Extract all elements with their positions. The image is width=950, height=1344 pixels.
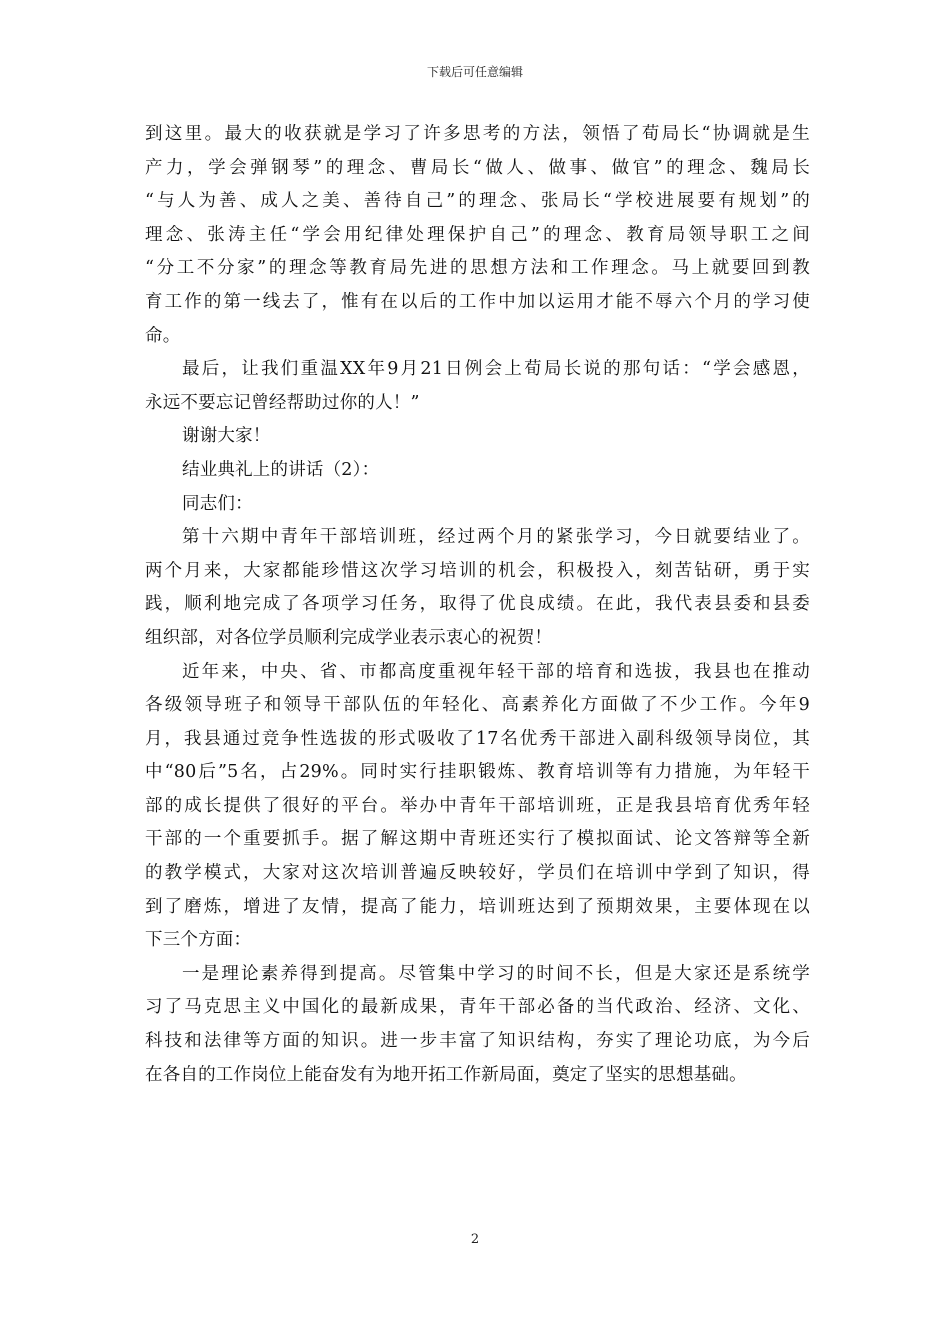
text-line: 科技和法律等方面的知识。进一步丰富了知识结构，夯实了理论功底，为今后 (145, 1031, 810, 1052)
text-line: 结业典礼上的讲话（2）： (182, 459, 380, 480)
text-line: 谢谢大家！ (182, 426, 271, 447)
text-line: 下三个方面： (145, 930, 252, 951)
paragraph (145, 656, 810, 958)
text-line: 永远不要忘记曾经帮助过你的人！” (145, 392, 420, 413)
text-line: 理念、张涛主任“学会用纪律处理保护自己”的理念、教育局领导职工之间 (145, 224, 810, 245)
text-line: 一是理论素养得到提高。尽管集中学习的时间不长，但是大家还是系统学 (182, 963, 810, 984)
text-line: 育工作的第一线去了，惟有在以后的工作中加以运用才能不辱六个月的学习使 (145, 291, 810, 312)
text-line: 的教学模式，大家对这次培训普遍反映较好，学员们在培训中学到了知识，得 (145, 863, 810, 884)
text-line: 第十六期中青年干部培训班，经过两个月的紧张学习，今日就要结业了。 (182, 527, 810, 548)
paragraph (145, 420, 810, 454)
paragraph (145, 521, 810, 655)
section-heading (145, 454, 810, 488)
text-line: 到这里。最大的收获就是学习了许多思考的方法，领悟了荀局长“协调就是生 (145, 124, 810, 144)
text-line: 组织部，对各位学员顺利完成学业表示衷心的祝贺！ (145, 627, 553, 648)
text-line: 月，我县通过竞争性选拔的形式吸收了17名优秀干部进入副科级领导岗位，其 (145, 728, 810, 749)
text-line: 践，顺利地完成了各项学习任务，取得了优良成绩。在此，我代表县委和县委 (145, 594, 810, 615)
text-line: 部的成长提供了很好的平台。举办中青年干部培训班，正是我县培育优秀年轻 (145, 795, 810, 816)
page-number: 2 (470, 1232, 480, 1247)
paragraph (145, 118, 810, 353)
salutation (145, 488, 810, 522)
paragraph (145, 353, 810, 420)
page-header: 下载后可任意编辑 (426, 65, 523, 79)
text-line: 最后，让我们重温XX年9月21日例会上荀局长说的那句话：“学会感恩， (182, 359, 810, 380)
text-line: 在各自的工作岗位上能奋发有为地开拓工作新局面，奠定了坚实的思想基础。 (145, 1064, 747, 1085)
text-line: 两个月来，大家都能珍惜这次学习培训的机会，积极投入，刻苦钻研，勇于实 (145, 560, 810, 581)
text-line: 产力，学会弹钢琴”的理念、曹局长“做人、做事、做官”的理念、魏局长 (145, 157, 810, 178)
text-line: 干部的一个重要抓手。据了解这期中青班还实行了模拟面试、论文答辩等全新 (145, 829, 810, 850)
text-line: 各级领导班子和领导干部队伍的年轻化、高素养化方面做了不少工作。今年9 (145, 695, 810, 716)
paragraph (145, 958, 810, 1092)
text-line: 近年来，中央、省、市都高度重视年轻干部的培育和选拔，我县也在推动 (182, 661, 810, 682)
text-line: 同志们： (182, 493, 253, 514)
text-line: “分工不分家”的理念等教育局先进的思想方法和工作理念。马上就要回到教 (145, 258, 810, 279)
text-line: 习了马克思主义中国化的最新成果，青年干部必备的当代政治、经济、文化、 (145, 997, 810, 1018)
text-line: “与人为善、成人之美、善待自己”的理念、张局长“学校进展要有规划”的 (145, 191, 810, 212)
document-body (145, 118, 810, 1092)
text-line: 命。 (145, 325, 181, 346)
text-line: 到了磨炼，增进了友情，提高了能力，培训班达到了预期效果，主要体现在以 (145, 896, 810, 917)
text-line: 中“80后”5名，占29%。同时实行挂职锻炼、教育培训等有力措施，为年轻干 (145, 762, 810, 783)
